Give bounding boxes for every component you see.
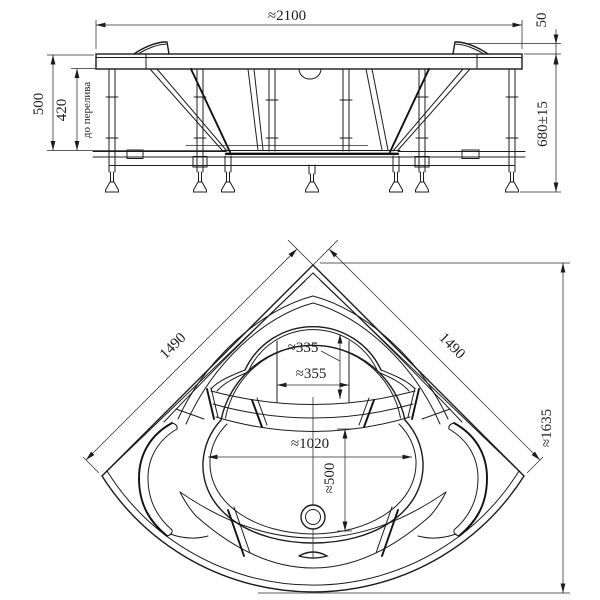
dim-label-width: ≈2100	[267, 8, 307, 24]
dim-label-depth-overflow: 420	[54, 98, 70, 122]
dim-label-side-left: 1490	[156, 329, 190, 363]
frame-rails	[93, 150, 525, 167]
adjustable-feet	[106, 172, 519, 192]
tub-rim	[96, 54, 522, 69]
dim-label-side-right: 1490	[435, 329, 469, 363]
overflow-hole	[299, 69, 321, 79]
dim-label-depth-total: 500	[31, 92, 47, 116]
dim-label-overall-depth: ≈1635	[539, 408, 555, 448]
dim-label-basin-width: ≈1020	[290, 436, 330, 452]
plan-view-dimensions	[83, 240, 570, 593]
headrest-left	[134, 42, 169, 54]
front-view-drawing	[31, 8, 561, 192]
dim-label-seat-width: ≈355	[295, 366, 327, 382]
bowl-profile	[150, 69, 470, 154]
overflow-note: до перелива	[81, 81, 93, 139]
dim-label-backrest-depth: ≈335	[287, 340, 319, 356]
drain	[301, 505, 325, 529]
plan-view-drawing	[83, 240, 570, 593]
dim-label-basin-depth: ≈500	[322, 462, 338, 494]
dim-label-total-height: 680±15	[535, 101, 551, 147]
front-view-dimensions	[31, 8, 561, 192]
frame-legs	[106, 69, 519, 192]
dim-label-headrest-height: 50	[534, 12, 550, 28]
